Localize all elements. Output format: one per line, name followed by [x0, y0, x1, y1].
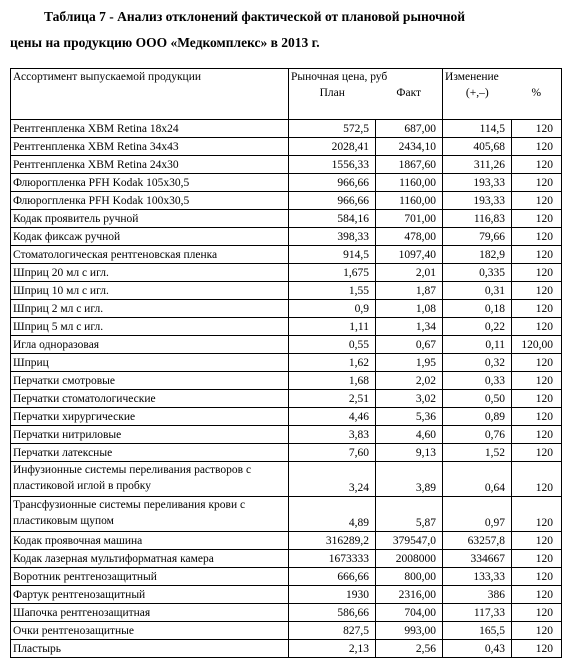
table-row [11, 604, 562, 622]
cell-fact-price: 1160,00 [376, 174, 443, 192]
caption-line-2: цены на продукцию ООО «Медкомплекс» в 2013 г. [10, 35, 320, 50]
cell-fact-price: 1160,00 [376, 192, 443, 210]
cell-product-name: Пластырь [11, 640, 289, 658]
cell-plan-price: 0,55 [289, 336, 376, 354]
cell-deviation: 0,335 [443, 264, 512, 282]
cell-deviation: 0,89 [443, 408, 512, 426]
header-percent: % [512, 85, 562, 120]
cell-deviation: 79,66 [443, 228, 512, 246]
table-header [11, 69, 562, 120]
cell-product-name: Перчатки хирургические [11, 408, 289, 426]
table-row [11, 192, 562, 210]
table-row [11, 210, 562, 228]
cell-fact-price: 2,56 [376, 640, 443, 658]
cell-fact-price: 1,08 [376, 300, 443, 318]
table-row [11, 372, 562, 390]
cell-deviation: 182,9 [443, 246, 512, 264]
cell-percent: 120 [512, 174, 562, 192]
cell-percent: 120 [512, 568, 562, 586]
cell-fact-price: 9,13 [376, 444, 443, 462]
cell-product-name: Перчатки нитриловые [11, 426, 289, 444]
cell-plan-price: 572,5 [289, 120, 376, 138]
cell-fact-price: 478,00 [376, 228, 443, 246]
cell-deviation: 0,50 [443, 390, 512, 408]
table-row [11, 568, 562, 586]
cell-fact-price: 2,02 [376, 372, 443, 390]
cell-deviation: 405,68 [443, 138, 512, 156]
cell-fact-price: 1,34 [376, 318, 443, 336]
cell-plan-price: 1,675 [289, 264, 376, 282]
cell-deviation: 0,64 [443, 462, 512, 497]
cell-fact-price: 5,87 [376, 497, 443, 532]
table-row [11, 138, 562, 156]
cell-product-name: Флюрогпленка PFH Kodak 105х30,5 [11, 174, 289, 192]
cell-plan-price: 666,66 [289, 568, 376, 586]
table-row [11, 586, 562, 604]
cell-percent: 120 [512, 138, 562, 156]
cell-fact-price: 5,36 [376, 408, 443, 426]
cell-percent: 120 [512, 228, 562, 246]
cell-deviation: 0,43 [443, 640, 512, 658]
table-row [11, 318, 562, 336]
cell-plan-price: 1930 [289, 586, 376, 604]
cell-plan-price: 966,66 [289, 192, 376, 210]
cell-plan-price: 4,89 [289, 497, 376, 532]
cell-product-name: Очки рентгенозащитные [11, 622, 289, 640]
table-body [11, 120, 562, 658]
cell-plan-price: 0,9 [289, 300, 376, 318]
cell-plan-price: 1673333 [289, 550, 376, 568]
cell-percent: 120 [512, 444, 562, 462]
cell-fact-price: 2008000 [376, 550, 443, 568]
cell-fact-price: 3,02 [376, 390, 443, 408]
header-fact: Факт [376, 85, 443, 120]
cell-percent: 120 [512, 300, 562, 318]
cell-plan-price: 4,46 [289, 408, 376, 426]
cell-product-name: Кодак лазерная мультиформатная камера [11, 550, 289, 568]
cell-deviation: 193,33 [443, 192, 512, 210]
header-row-1 [11, 69, 562, 86]
cell-product-name: Рентгенпленка ХВМ Retina 24х30 [11, 156, 289, 174]
cell-deviation: 0,31 [443, 282, 512, 300]
cell-product-name: Флюрогпленка PFH Kodak 100х30,5 [11, 192, 289, 210]
cell-plan-price: 316289,2 [289, 532, 376, 550]
cell-deviation: 133,33 [443, 568, 512, 586]
cell-percent: 120 [512, 264, 562, 282]
cell-percent: 120 [512, 156, 562, 174]
cell-deviation: 334667 [443, 550, 512, 568]
cell-plan-price: 398,33 [289, 228, 376, 246]
cell-plan-price: 1,11 [289, 318, 376, 336]
table-row [11, 246, 562, 264]
table-row [11, 354, 562, 372]
cell-percent: 120 [512, 390, 562, 408]
table-row [11, 156, 562, 174]
cell-product-name: Шприц 10 мл с игл. [11, 282, 289, 300]
cell-plan-price: 7,60 [289, 444, 376, 462]
table-row [11, 408, 562, 426]
cell-deviation: 63257,8 [443, 532, 512, 550]
table-row [11, 282, 562, 300]
header-assortment: Ассортимент выпускаемой продукции [11, 69, 289, 120]
cell-plan-price: 914,5 [289, 246, 376, 264]
table-row [11, 497, 562, 532]
cell-fact-price: 800,00 [376, 568, 443, 586]
cell-percent: 120 [512, 462, 562, 497]
cell-product-name: Шприц 5 мл с игл. [11, 318, 289, 336]
cell-plan-price: 2028,41 [289, 138, 376, 156]
cell-deviation: 0,18 [443, 300, 512, 318]
cell-deviation: 0,33 [443, 372, 512, 390]
cell-fact-price: 4,60 [376, 426, 443, 444]
cell-deviation: 117,33 [443, 604, 512, 622]
cell-percent: 120 [512, 318, 562, 336]
cell-fact-price: 704,00 [376, 604, 443, 622]
header-change: Изменение [443, 69, 562, 86]
cell-percent: 120 [512, 532, 562, 550]
cell-percent: 120 [512, 497, 562, 532]
header-plus-minus: (+,–) [443, 85, 512, 120]
table-row [11, 444, 562, 462]
cell-fact-price: 2434,10 [376, 138, 443, 156]
cell-percent: 120 [512, 372, 562, 390]
cell-product-name: Шапочка рентгенозащитная [11, 604, 289, 622]
cell-plan-price: 2,51 [289, 390, 376, 408]
cell-percent: 120 [512, 282, 562, 300]
cell-deviation: 0,97 [443, 497, 512, 532]
cell-plan-price: 3,24 [289, 462, 376, 497]
table-row [11, 390, 562, 408]
cell-plan-price: 1,68 [289, 372, 376, 390]
table-row [11, 174, 562, 192]
header-plan: План [289, 85, 376, 120]
table-row [11, 426, 562, 444]
caption-line-1: Таблица 7 - Анализ отклонений фактической от плановой рыночной [44, 9, 466, 24]
cell-plan-price: 966,66 [289, 174, 376, 192]
price-deviation-table [10, 68, 562, 658]
table-row [11, 336, 562, 354]
table-row [11, 228, 562, 246]
cell-plan-price: 586,66 [289, 604, 376, 622]
cell-fact-price: 701,00 [376, 210, 443, 228]
cell-deviation: 1,52 [443, 444, 512, 462]
cell-product-name: Кодак проявитель ручной [11, 210, 289, 228]
cell-deviation: 386 [443, 586, 512, 604]
cell-product-name: Перчатки латексные [11, 444, 289, 462]
cell-product-name: Рентгенпленка ХВМ Retina 18х24 [11, 120, 289, 138]
cell-fact-price: 1867,60 [376, 156, 443, 174]
cell-fact-price: 1097,40 [376, 246, 443, 264]
cell-percent: 120 [512, 550, 562, 568]
cell-product-name: Перчатки смотровые [11, 372, 289, 390]
cell-percent: 120 [512, 426, 562, 444]
cell-product-name: Воротник рентгенозащитный [11, 568, 289, 586]
cell-plan-price: 3,83 [289, 426, 376, 444]
cell-fact-price: 1,95 [376, 354, 443, 372]
cell-percent: 120 [512, 354, 562, 372]
cell-product-name: Кодак фиксаж ручной [11, 228, 289, 246]
cell-percent: 120 [512, 120, 562, 138]
table-row [11, 462, 562, 497]
cell-deviation: 311,26 [443, 156, 512, 174]
cell-fact-price: 0,67 [376, 336, 443, 354]
table-row [11, 300, 562, 318]
cell-fact-price: 3,89 [376, 462, 443, 497]
cell-fact-price: 993,00 [376, 622, 443, 640]
cell-fact-price: 2,01 [376, 264, 443, 282]
cell-fact-price: 687,00 [376, 120, 443, 138]
cell-deviation: 165,5 [443, 622, 512, 640]
cell-deviation: 0,22 [443, 318, 512, 336]
cell-fact-price: 1,87 [376, 282, 443, 300]
cell-percent: 120,00 [512, 336, 562, 354]
cell-fact-price: 2316,00 [376, 586, 443, 604]
cell-product-name: Шприц [11, 354, 289, 372]
cell-percent: 120 [512, 210, 562, 228]
cell-product-name: Рентгенпленка ХВМ Retina 34х43 [11, 138, 289, 156]
cell-percent: 120 [512, 192, 562, 210]
cell-product-name: Шприц 2 мл с игл. [11, 300, 289, 318]
cell-percent: 120 [512, 604, 562, 622]
cell-fact-price: 379547,0 [376, 532, 443, 550]
table-row [11, 550, 562, 568]
cell-deviation: 0,32 [443, 354, 512, 372]
header-market-price: Рыночная цена, руб [289, 69, 443, 86]
cell-percent: 120 [512, 246, 562, 264]
cell-product-name: Игла одноразовая [11, 336, 289, 354]
table-row [11, 532, 562, 550]
cell-product-name: Шприц 20 мл с игл. [11, 264, 289, 282]
cell-deviation: 0,11 [443, 336, 512, 354]
cell-plan-price: 1,55 [289, 282, 376, 300]
cell-product-name: Кодак проявочная машина [11, 532, 289, 550]
cell-percent: 120 [512, 640, 562, 658]
cell-percent: 120 [512, 622, 562, 640]
cell-deviation: 116,83 [443, 210, 512, 228]
cell-product-name: Фартук рентгенозащитный [11, 586, 289, 604]
cell-product-name: Трансфузионные системы переливания крови с пластиковым щупом [11, 497, 289, 532]
cell-product-name: Инфузионные системы переливания растворов с пластиковой иглой в пробку [11, 462, 289, 497]
cell-product-name: Стоматологическая рентгеновская пленка [11, 246, 289, 264]
cell-percent: 120 [512, 408, 562, 426]
cell-percent: 120 [512, 586, 562, 604]
cell-product-name: Перчатки стоматологические [11, 390, 289, 408]
cell-plan-price: 584,16 [289, 210, 376, 228]
table-row [11, 622, 562, 640]
table-caption [0, 4, 576, 56]
cell-plan-price: 827,5 [289, 622, 376, 640]
cell-deviation: 193,33 [443, 174, 512, 192]
cell-plan-price: 1556,33 [289, 156, 376, 174]
cell-plan-price: 1,62 [289, 354, 376, 372]
table-row [11, 120, 562, 138]
cell-plan-price: 2,13 [289, 640, 376, 658]
cell-deviation: 114,5 [443, 120, 512, 138]
table-row [11, 264, 562, 282]
cell-deviation: 0,76 [443, 426, 512, 444]
table-row [11, 640, 562, 658]
